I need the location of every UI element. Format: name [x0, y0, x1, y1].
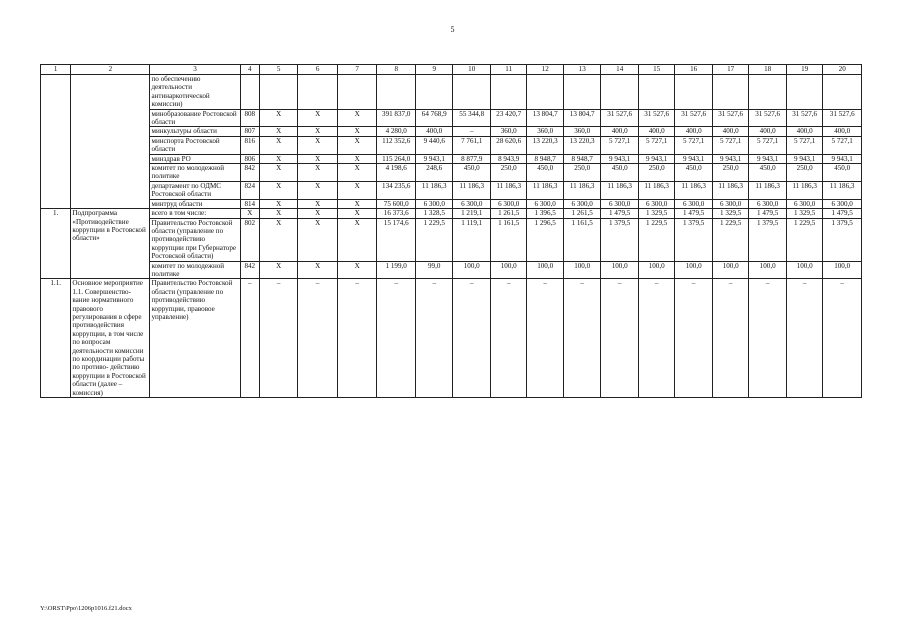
value-cell: 250,0	[712, 164, 748, 182]
budget-table	[40, 64, 862, 398]
value-cell: 1 479,5	[675, 209, 713, 218]
value-cell: 11 186,3	[490, 181, 526, 199]
value-cell: X	[337, 261, 377, 279]
value-cell: 11 186,3	[601, 181, 639, 199]
page-number: 5	[450, 25, 455, 34]
value-cell: 6 300,0	[527, 199, 563, 208]
value-cell: 250,0	[786, 164, 822, 182]
table-body	[41, 65, 862, 398]
value-cell: 842	[240, 164, 259, 182]
value-cell: X	[298, 199, 338, 208]
value-cell: 450,0	[601, 164, 639, 182]
value-cell: 1 229,5	[638, 218, 674, 261]
value-cell	[415, 75, 453, 110]
header-cell: 17	[712, 65, 748, 75]
value-cell: 11 186,3	[749, 181, 787, 199]
value-cell: X	[298, 218, 338, 261]
value-cell	[527, 75, 563, 110]
header-cell: 14	[601, 65, 639, 75]
value-cell	[675, 75, 713, 110]
subprogram-row	[41, 261, 862, 279]
executor-cell: минобразование Ростовской области	[150, 109, 240, 127]
executor-cell: Правительство Ростовской области (управление по противодействию коррупции, правовое управление)	[150, 279, 240, 398]
value-cell: 1 161,5	[490, 218, 526, 261]
value-cell: 806	[240, 154, 259, 163]
value-cell: 250,0	[638, 164, 674, 182]
value-cell: 816	[240, 136, 259, 154]
value-cell: 400,0	[601, 127, 639, 136]
value-cell: 360,0	[527, 127, 563, 136]
value-cell: 100,0	[601, 261, 639, 279]
value-cell: 100,0	[453, 261, 491, 279]
value-cell: X	[298, 154, 338, 163]
value-cell: 808	[240, 109, 259, 127]
table-row	[41, 164, 862, 182]
value-cell	[298, 75, 338, 110]
value-cell: –	[563, 279, 601, 398]
value-cell: X	[337, 181, 377, 199]
value-cell: 250,0	[490, 164, 526, 182]
value-cell: 6 300,0	[823, 199, 862, 208]
value-cell: 6 300,0	[415, 199, 453, 208]
value-cell: 31 527,6	[749, 109, 787, 127]
value-cell: 8 877,9	[453, 154, 491, 163]
value-cell: X	[337, 109, 377, 127]
value-cell: 6 300,0	[749, 199, 787, 208]
continuation-num-cell	[41, 75, 71, 209]
value-cell: 6 300,0	[490, 199, 526, 208]
header-cell: 4	[240, 65, 259, 75]
value-cell: X	[259, 199, 298, 208]
value-cell: –	[749, 279, 787, 398]
value-cell: 1 261,5	[563, 209, 601, 218]
value-cell: 8 943,9	[490, 154, 526, 163]
header-cell: 20	[823, 65, 862, 75]
value-cell: 400,0	[415, 127, 453, 136]
value-cell: –	[638, 279, 674, 398]
value-cell: –	[712, 279, 748, 398]
header-cell: 18	[749, 65, 787, 75]
value-cell: 13 804,7	[527, 109, 563, 127]
value-cell: 9 440,6	[415, 136, 453, 154]
value-cell: 6 300,0	[675, 199, 713, 208]
value-cell: X	[337, 218, 377, 261]
value-cell: 100,0	[490, 261, 526, 279]
value-cell: X	[337, 164, 377, 182]
value-cell: 31 527,6	[675, 109, 713, 127]
value-cell: 807	[240, 127, 259, 136]
value-cell: 1 119,1	[453, 218, 491, 261]
header-cell: 10	[453, 65, 491, 75]
value-cell: 31 527,6	[638, 109, 674, 127]
value-cell: 9 943,1	[415, 154, 453, 163]
value-cell	[563, 75, 601, 110]
value-cell: 400,0	[675, 127, 713, 136]
value-cell: 99,0	[415, 261, 453, 279]
value-cell: 5 727,1	[712, 136, 748, 154]
value-cell: 11 186,3	[712, 181, 748, 199]
value-cell: X	[298, 164, 338, 182]
value-cell: –	[823, 279, 862, 398]
value-cell: 802	[240, 218, 259, 261]
value-cell: –	[337, 279, 377, 398]
value-cell: 11 186,3	[453, 181, 491, 199]
value-cell: 31 527,6	[601, 109, 639, 127]
value-cell: 11 186,3	[638, 181, 674, 199]
value-cell: 400,0	[638, 127, 674, 136]
value-cell: 9 943,1	[786, 154, 822, 163]
executor-cell: минтруд области	[150, 199, 240, 208]
value-cell: –	[527, 279, 563, 398]
value-cell: 824	[240, 181, 259, 199]
value-cell: 6 300,0	[453, 199, 491, 208]
header-cell: 3	[150, 65, 240, 75]
value-cell: X	[259, 164, 298, 182]
value-cell: 6 300,0	[786, 199, 822, 208]
event-number: 1.1.	[41, 279, 71, 398]
value-cell: 4 198,6	[377, 164, 416, 182]
table-row	[41, 136, 862, 154]
value-cell: 1 161,5	[563, 218, 601, 261]
value-cell: X	[298, 127, 338, 136]
value-cell: 16 373,6	[377, 209, 416, 218]
value-cell: 8 948,7	[527, 154, 563, 163]
value-cell: 400,0	[786, 127, 822, 136]
value-cell	[638, 75, 674, 110]
executor-cell: Правительство Ростовской области (управление по противодействию коррупции при Губернаторе Ростовской области)	[150, 218, 240, 261]
value-cell: 1 219,1	[453, 209, 491, 218]
value-cell: X	[337, 209, 377, 218]
value-cell: 814	[240, 199, 259, 208]
value-cell: 5 727,1	[638, 136, 674, 154]
value-cell: 100,0	[638, 261, 674, 279]
value-cell: –	[259, 279, 298, 398]
value-cell: 100,0	[527, 261, 563, 279]
value-cell: X	[259, 261, 298, 279]
header-cell: 8	[377, 65, 416, 75]
value-cell: 1 329,5	[712, 209, 748, 218]
value-cell: 100,0	[563, 261, 601, 279]
value-cell	[490, 75, 526, 110]
value-cell	[453, 75, 491, 110]
value-cell: 400,0	[712, 127, 748, 136]
value-cell: 248,6	[415, 164, 453, 182]
subprogram-row	[41, 209, 862, 218]
header-cell: 16	[675, 65, 713, 75]
value-cell: 11 186,3	[823, 181, 862, 199]
value-cell: 7 761,1	[453, 136, 491, 154]
value-cell: X	[259, 154, 298, 163]
value-cell: X	[298, 109, 338, 127]
value-cell: 9 943,1	[712, 154, 748, 163]
value-cell: 450,0	[823, 164, 862, 182]
header-cell: 19	[786, 65, 822, 75]
value-cell: 400,0	[749, 127, 787, 136]
value-cell: –	[453, 127, 491, 136]
value-cell: X	[298, 209, 338, 218]
header-cell: 9	[415, 65, 453, 75]
value-cell	[823, 75, 862, 110]
value-cell: 9 943,1	[749, 154, 787, 163]
value-cell: 5 727,1	[601, 136, 639, 154]
value-cell: X	[240, 209, 259, 218]
header-cell: 2	[71, 65, 150, 75]
value-cell: –	[675, 279, 713, 398]
header-cell: 7	[337, 65, 377, 75]
executor-cell: комитет по молодежной политике	[150, 164, 240, 182]
value-cell: 11 186,3	[675, 181, 713, 199]
value-cell: X	[259, 127, 298, 136]
header-cell: 13	[563, 65, 601, 75]
value-cell: 9 943,1	[675, 154, 713, 163]
value-cell: X	[298, 136, 338, 154]
executor-cell: минспорта Ростовской области	[150, 136, 240, 154]
value-cell: 6 300,0	[638, 199, 674, 208]
value-cell: 9 943,1	[601, 154, 639, 163]
value-cell: 100,0	[712, 261, 748, 279]
value-cell: 1 229,5	[415, 218, 453, 261]
value-cell: 1 379,5	[749, 218, 787, 261]
value-cell	[601, 75, 639, 110]
value-cell: 1 199,0	[377, 261, 416, 279]
executor-cell: минкультуры области	[150, 127, 240, 136]
main-event-row	[41, 279, 862, 398]
value-cell: 100,0	[823, 261, 862, 279]
value-cell: 100,0	[749, 261, 787, 279]
value-cell: 75 600,0	[377, 199, 416, 208]
value-cell: 134 235,6	[377, 181, 416, 199]
executor-cell: комитет по молодежной политике	[150, 261, 240, 279]
value-cell: X	[259, 109, 298, 127]
value-cell: X	[337, 127, 377, 136]
value-cell: 13 804,7	[563, 109, 601, 127]
executor-cell: всего в том числе:	[150, 209, 240, 218]
value-cell: –	[240, 279, 259, 398]
header-cell: 1	[41, 65, 71, 75]
value-cell: 31 527,6	[712, 109, 748, 127]
value-cell: 13 220,3	[563, 136, 601, 154]
value-cell: 1 329,5	[786, 209, 822, 218]
value-cell: 11 186,3	[563, 181, 601, 199]
table-row	[41, 199, 862, 208]
value-cell: 360,0	[563, 127, 601, 136]
value-cell: 31 527,6	[786, 109, 822, 127]
value-cell	[749, 75, 787, 110]
value-cell: 1 379,5	[823, 218, 862, 261]
value-cell: 450,0	[675, 164, 713, 182]
value-cell: –	[490, 279, 526, 398]
value-cell: 1 479,5	[823, 209, 862, 218]
value-cell: –	[377, 279, 416, 398]
value-cell: 55 344,8	[453, 109, 491, 127]
value-cell: 1 296,5	[527, 218, 563, 261]
header-cell: 11	[490, 65, 526, 75]
subprogram-number: 1.	[41, 209, 71, 279]
value-cell: 1 396,5	[527, 209, 563, 218]
header-cell: 5	[259, 65, 298, 75]
value-cell: 23 420,7	[490, 109, 526, 127]
value-cell	[240, 75, 259, 110]
value-cell: X	[337, 154, 377, 163]
value-cell: 5 727,1	[823, 136, 862, 154]
value-cell: 8 948,7	[563, 154, 601, 163]
value-cell	[259, 75, 298, 110]
value-cell: 1 261,5	[490, 209, 526, 218]
value-cell: 1 479,5	[749, 209, 787, 218]
value-cell: 360,0	[490, 127, 526, 136]
value-cell: –	[298, 279, 338, 398]
value-cell: 11 186,3	[415, 181, 453, 199]
subprogram-row	[41, 218, 862, 261]
event-name: Основное мероприятие 1.1. Совершенство- вание нормативного правового регулирования в сфере противодействия коррупции, в том числе по вопросам деятельности комиссии по координации работы по противо- действию коррупции в Ростовской области (далее – комиссия)	[71, 279, 150, 398]
value-cell: 15 174,6	[377, 218, 416, 261]
value-cell: 9 943,1	[638, 154, 674, 163]
executor-cell: минздрав РО	[150, 154, 240, 163]
value-cell: 11 186,3	[527, 181, 563, 199]
subprogram-name: Подпрограмма «Противодействие коррупции в Ростовской области»	[71, 209, 150, 279]
table-row	[41, 127, 862, 136]
footer-file-path: Y:\ORST\Ppo\1206p1016.f21.docx	[40, 605, 132, 612]
value-cell: 64 768,9	[415, 109, 453, 127]
table-row	[41, 154, 862, 163]
value-cell: 391 837,0	[377, 109, 416, 127]
value-cell: 115 264,0	[377, 154, 416, 163]
value-cell: 1 229,5	[786, 218, 822, 261]
header-cell: 15	[638, 65, 674, 75]
value-cell: X	[298, 261, 338, 279]
value-cell: 31 527,6	[823, 109, 862, 127]
value-cell	[377, 75, 416, 110]
value-cell: X	[298, 181, 338, 199]
value-cell: 100,0	[786, 261, 822, 279]
table-row	[41, 109, 862, 127]
value-cell: 1 329,5	[638, 209, 674, 218]
value-cell: 250,0	[563, 164, 601, 182]
value-cell: 6 300,0	[601, 199, 639, 208]
value-cell: 1 229,5	[712, 218, 748, 261]
value-cell: 28 620,6	[490, 136, 526, 154]
value-cell: 450,0	[527, 164, 563, 182]
executor-cell: департамент по ОДМС Ростовской области	[150, 181, 240, 199]
value-cell: 5 727,1	[749, 136, 787, 154]
header-row	[41, 65, 862, 75]
continuation-name-cell	[71, 75, 150, 209]
header-cell: 6	[298, 65, 338, 75]
value-cell: 112 352,6	[377, 136, 416, 154]
value-cell: –	[786, 279, 822, 398]
value-cell	[786, 75, 822, 110]
value-cell: X	[259, 181, 298, 199]
value-cell: –	[415, 279, 453, 398]
executor-cell: по обеспечению деятельности антинаркотической комиссии)	[150, 75, 240, 110]
value-cell: 5 727,1	[786, 136, 822, 154]
value-cell: 450,0	[453, 164, 491, 182]
value-cell: 1 379,5	[601, 218, 639, 261]
value-cell: 9 943,1	[823, 154, 862, 163]
value-cell: 1 479,5	[601, 209, 639, 218]
value-cell: –	[601, 279, 639, 398]
value-cell: –	[453, 279, 491, 398]
value-cell: 842	[240, 261, 259, 279]
value-cell: X	[337, 136, 377, 154]
value-cell: 6 300,0	[563, 199, 601, 208]
value-cell: X	[259, 136, 298, 154]
header-cell: 12	[527, 65, 563, 75]
value-cell: 4 280,0	[377, 127, 416, 136]
value-cell: 450,0	[749, 164, 787, 182]
value-cell: 6 300,0	[712, 199, 748, 208]
value-cell: 1 379,5	[675, 218, 713, 261]
value-cell: 400,0	[823, 127, 862, 136]
value-cell: 100,0	[675, 261, 713, 279]
value-cell: X	[337, 199, 377, 208]
value-cell: X	[259, 218, 298, 261]
value-cell	[712, 75, 748, 110]
value-cell: 11 186,3	[786, 181, 822, 199]
value-cell: 13 220,3	[527, 136, 563, 154]
value-cell: 5 727,1	[675, 136, 713, 154]
table-row	[41, 75, 862, 110]
value-cell	[337, 75, 377, 110]
value-cell: 1 328,5	[415, 209, 453, 218]
table-row	[41, 181, 862, 199]
value-cell: X	[259, 209, 298, 218]
